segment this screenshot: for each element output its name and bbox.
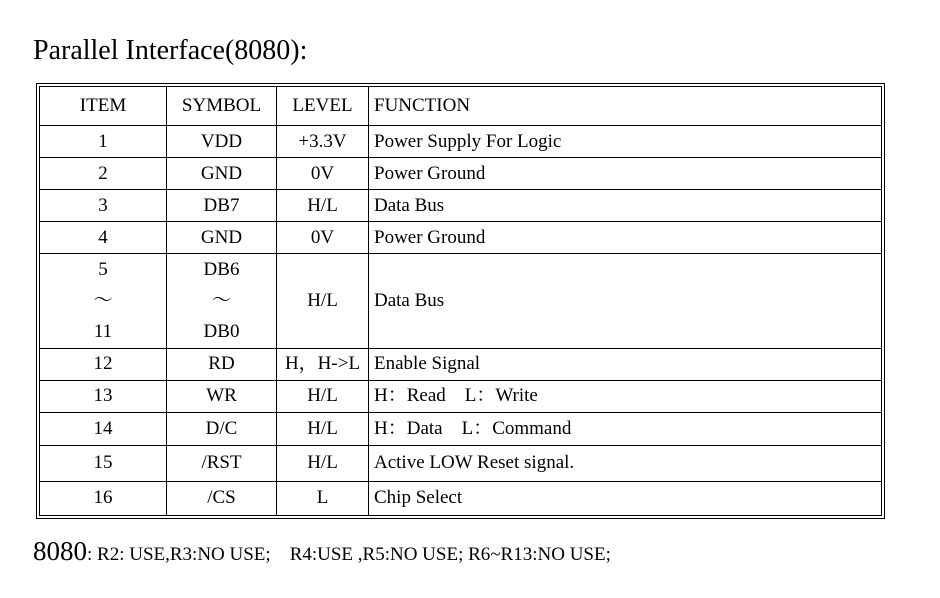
cell-symbol: D/C bbox=[167, 412, 277, 445]
table-row bbox=[40, 412, 882, 445]
cell-level: 0V bbox=[277, 158, 369, 190]
cell-function: Data Bus bbox=[369, 190, 882, 222]
cell-symbol: VDD bbox=[167, 126, 277, 158]
footer-prefix: 8080 bbox=[33, 536, 87, 566]
footer-text: : R2: USE,R3:NO USE; R4:USE ,R5:NO USE; R6~R13:NO USE; bbox=[87, 544, 611, 565]
pin-table-grid bbox=[39, 86, 882, 516]
pin-table bbox=[36, 83, 885, 519]
cell-item: 13 bbox=[40, 380, 167, 412]
table-row bbox=[40, 380, 882, 412]
cell-function: H：Read L：Write bbox=[369, 380, 882, 412]
cell-level: H/L bbox=[277, 380, 369, 412]
symbol-range-tilde: ～ bbox=[211, 290, 231, 312]
cell-item: 1 bbox=[40, 126, 167, 158]
cell-item: 4 bbox=[40, 222, 167, 254]
cell-symbol: /CS bbox=[167, 481, 277, 515]
cell-function: Power Ground bbox=[369, 222, 882, 254]
cell-level: H/L bbox=[277, 412, 369, 445]
cell-symbol: GND bbox=[167, 222, 277, 254]
symbol-range-end: DB0 bbox=[203, 321, 240, 343]
cell-level: L bbox=[277, 481, 369, 515]
table-header-row bbox=[40, 87, 882, 126]
cell-function: Power Supply For Logic bbox=[369, 126, 882, 158]
cell-symbol: /RST bbox=[167, 445, 277, 481]
cell-item: 15 bbox=[40, 445, 167, 481]
table-row bbox=[40, 481, 882, 515]
table-row bbox=[40, 158, 882, 190]
footer-note bbox=[33, 535, 611, 572]
cell-symbol-range bbox=[167, 254, 277, 348]
cell-level: H/L bbox=[277, 445, 369, 481]
cell-level: +3.3V bbox=[277, 126, 369, 158]
cell-level: 0V bbox=[277, 222, 369, 254]
table-row bbox=[40, 445, 882, 481]
header-item: ITEM bbox=[40, 87, 167, 126]
cell-function: Data Bus bbox=[369, 254, 882, 348]
header-level: LEVEL bbox=[277, 87, 369, 126]
cell-level: H/L bbox=[277, 190, 369, 222]
range-tilde: ～ bbox=[93, 290, 113, 312]
cell-level: H，H->L bbox=[277, 348, 369, 380]
cell-item: 3 bbox=[40, 190, 167, 222]
cell-symbol: DB7 bbox=[167, 190, 277, 222]
cell-item: 2 bbox=[40, 158, 167, 190]
header-symbol: SYMBOL bbox=[167, 87, 277, 126]
cell-item-range bbox=[40, 254, 167, 348]
page-title: Parallel Interface(8080): bbox=[33, 35, 308, 66]
range-end: 11 bbox=[93, 321, 113, 343]
range-start: 5 bbox=[98, 259, 108, 281]
symbol-range-start: DB6 bbox=[203, 259, 240, 281]
cell-function: Enable Signal bbox=[369, 348, 882, 380]
cell-level: H/L bbox=[277, 254, 369, 348]
table-row bbox=[40, 348, 882, 380]
cell-function: Active LOW Reset signal. bbox=[369, 445, 882, 481]
cell-function: H：Data L：Command bbox=[369, 412, 882, 445]
cell-function: Chip Select bbox=[369, 481, 882, 515]
cell-item: 16 bbox=[40, 481, 167, 515]
cell-symbol: RD bbox=[167, 348, 277, 380]
cell-item: 12 bbox=[40, 348, 167, 380]
cell-function: Power Ground bbox=[369, 158, 882, 190]
table-row bbox=[40, 190, 882, 222]
table-row bbox=[40, 222, 882, 254]
cell-symbol: WR bbox=[167, 380, 277, 412]
cell-symbol: GND bbox=[167, 158, 277, 190]
table-row bbox=[40, 126, 882, 158]
header-function: FUNCTION bbox=[369, 87, 882, 126]
table-row-range bbox=[40, 254, 882, 348]
cell-item: 14 bbox=[40, 412, 167, 445]
